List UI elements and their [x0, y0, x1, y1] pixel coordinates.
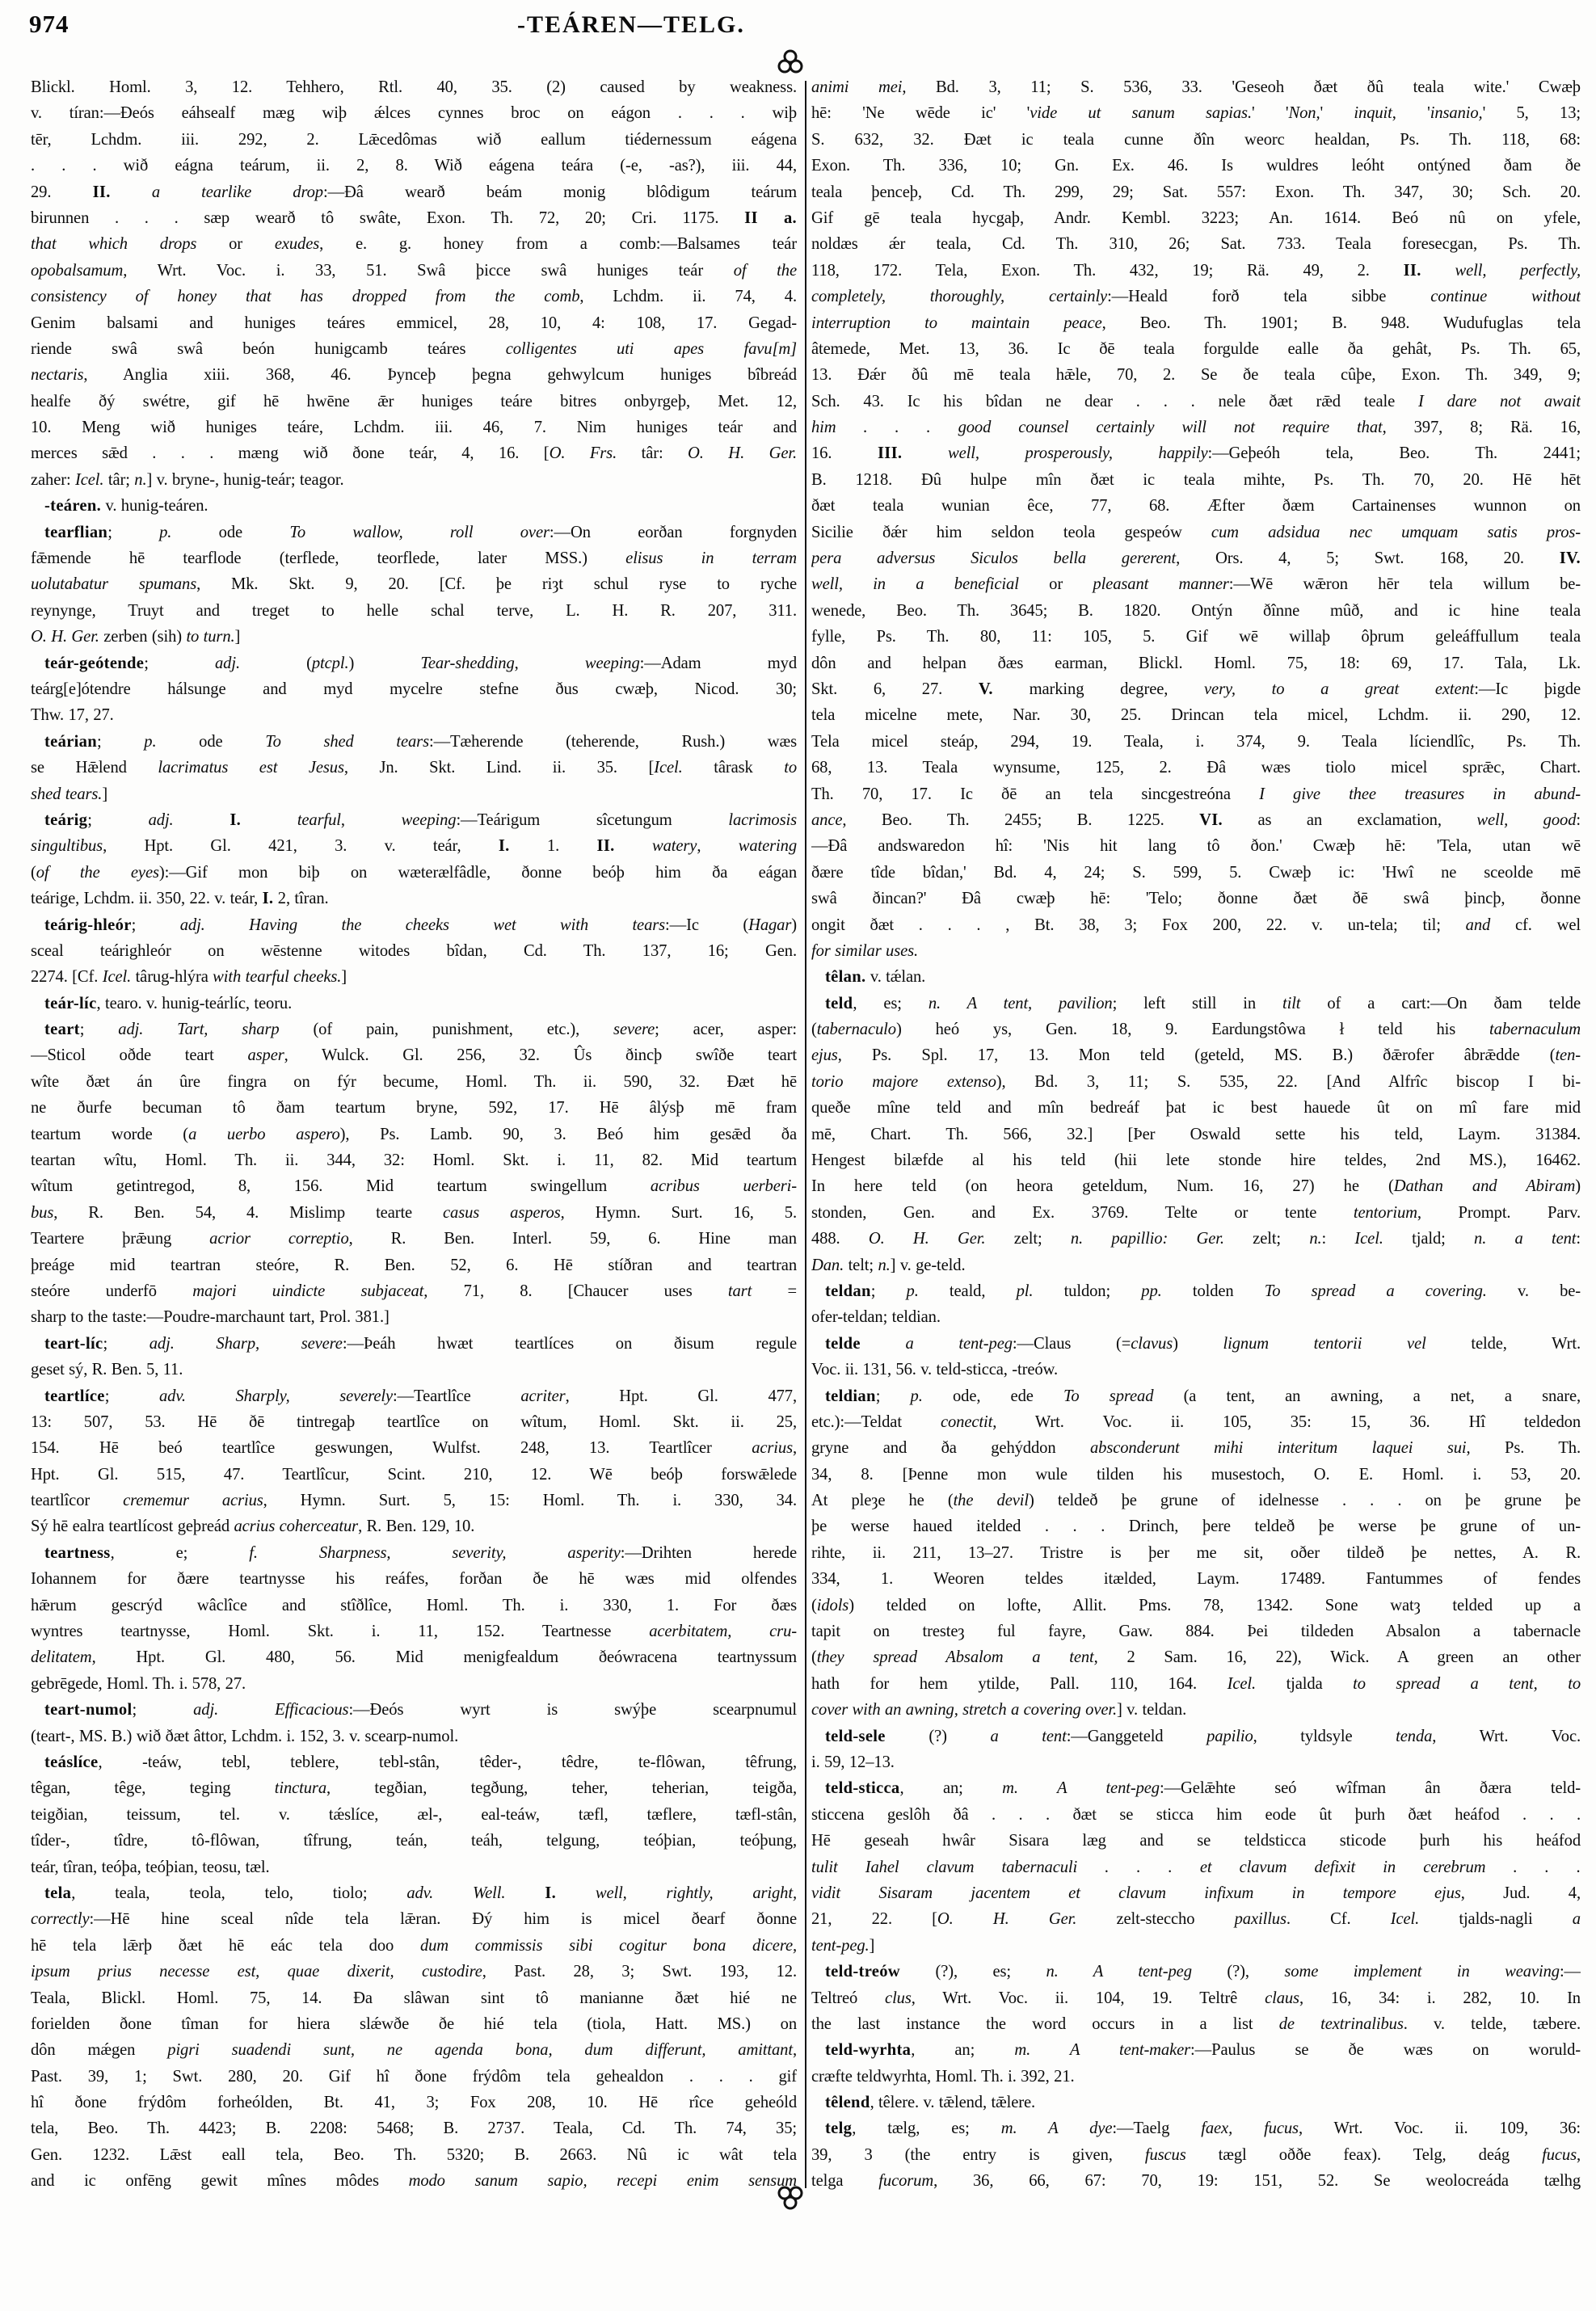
text-line: swâ ðincan?' Ðâ cwæþ hē: 'Telo; ðonne ðæt ðē swâ þincþ, ðonne	[811, 890, 1581, 908]
text-line: sceal teárighleór on wēstenne witodes bîdan, Cd. Th. 137, 16; Gen.	[31, 941, 797, 960]
text-line: rihte, ii. 211, 13–27. Tristre is þer me sit, oðer tildeð þe nettes, A. R.	[811, 1543, 1581, 1562]
text-line: têlend, têlere. v. tǣlend, tǣlere.	[825, 2094, 1036, 2112]
text-line: zaher: Icel. târ; n.] v. bryne-, hunig-teár; teagor.	[31, 470, 344, 489]
text-line: cræfte teldwyrhta, Homl. Th. i. 392, 21.	[811, 2067, 1075, 2086]
text-line: that which drops or exudes, e. g. honey from a comb:—Balsames teár	[31, 235, 797, 254]
text-line: singultibus, Hpt. Gl. 421, 3. v. teár, I. 1. II. watery, watering	[31, 837, 797, 856]
text-line: pera adversus Siculos bella gererent, Ors. 4, 5; Swt. 168, 20. IV.	[811, 549, 1581, 568]
text-line: the last instance the word occurs in a list de textrinalibus. v. telde, tæbere.	[811, 2014, 1581, 2033]
text-line: Skt. 6, 27. V. marking degree, very, to a great extent:—Ic þigde	[811, 680, 1581, 698]
text-line: Th. 70, 17. Ic ðē an tela sincgestreóna I give thee treasures in abund-	[811, 785, 1581, 803]
text-line: teldian; p. ode, ede To spread (a tent, an awning, a net, a snare,	[825, 1387, 1581, 1405]
text-line: riende swâ swâ beón hunigcamb teáres colligentes uti apes favu[m]	[31, 339, 797, 358]
text-line: ance, Beo. Th. 2455; B. 1225. VI. as an exclamation, well, good:	[811, 810, 1581, 829]
text-line: tapit on tresteȝ ful fayre, Gaw. 884. Þei tildeden Absalon a tabernacle	[811, 1623, 1581, 1641]
text-line: teárig-hleór; adj. Having the cheeks wet with tears:—Ic (Hagar)	[44, 916, 797, 934]
text-line: þe werse haued itelded . . . Drinch, þere teldeð þe werse þe grune of un-	[811, 1518, 1581, 1536]
text-line: shed tears.]	[31, 785, 108, 803]
text-line: telga fucorum, 36, 66, 67: 70, 19: 151, 52. Se weolocreáda tælhg	[811, 2172, 1581, 2191]
text-line: teartlíce; adv. Sharply, severely:—Teartlîce acriter, Hpt. Gl. 477,	[44, 1387, 797, 1405]
text-line: O. H. Ger. zerben (sih) to turn.]	[31, 628, 241, 646]
text-line: 21, 22. [O. H. Ger. zelt-steccho paxillus. Cf. Icel. tjalds-nagli a	[811, 1910, 1581, 1929]
text-line: Teala, Blickl. Homl. 75, 14. Ða slâwan sint tô manianne ðæt hié ne	[31, 1989, 797, 2007]
text-line: wîte ðæt án ûre fingra on fýr becume, Homl. Th. ii. 590, 32. Ðæt hē	[31, 1072, 797, 1091]
text-line: Thw. 17, 27.	[31, 706, 114, 725]
text-line: geset sý, R. Ben. 5, 11.	[31, 1361, 183, 1379]
text-line: teár-líc, tearo. v. hunig-teárlíc, teoru.	[44, 994, 293, 1012]
text-line: teld-sticca, an; m. A tent-peg:—Gelǣhte seó wîfman ân ðæra teld-	[825, 1779, 1581, 1798]
text-line: (they spread Absalom a tent, 2 Sam. 16, 22), Wick. A green an other	[811, 1648, 1581, 1667]
text-line: Past. 39, 1; Swt. 280, 20. Gif hî ðone frýdôm tela gehealdon . . . gif	[31, 2067, 797, 2086]
text-line: âtemede, Met. 13, 36. Ic ðē teala forgulde ealle ða gehât, Ps. Th. 65,	[811, 339, 1581, 358]
text-line: ðæt teala wunian êce, 77, 68. Æfter ðæm Cartainenses wunnon on	[811, 497, 1581, 516]
text-line: Blickl. Homl. 3, 12. Tehhero, Rtl. 40, 35. (2) caused by weakness.	[31, 78, 797, 96]
text-line: hē tela lǣrþ ðæt hē eác tela doo dum commissis sibi cogitur bona dicere,	[31, 1936, 797, 1955]
text-line: tela, teala, teola, telo, tiolo; adv. Well. I. well, rightly, aright,	[44, 1884, 797, 1902]
text-line: Hpt. Gl. 515, 47. Teartlîcur, Scint. 210, 12. Wē beóþ forswǣlede	[31, 1465, 797, 1484]
text-line: telg, tælg, es; m. A dye:—Taelg faex, fucus, Wrt. Voc. ii. 109, 36:	[825, 2119, 1581, 2138]
text-line: teár-geótende; adj. (ptcpl.) Tear-shedding, weeping:—Adam myd	[44, 654, 797, 672]
text-line: telde a tent-peg:—Claus (=clavus) lignum tentorii vel telde, Wrt.	[825, 1334, 1581, 1353]
text-line: ðære tîde bîdan,' Bd. 4, 24; S. 599, 5. Cwæþ ic: 'Hwî ne sceolde mē	[811, 863, 1581, 882]
text-line: Hē geseah hwâr Sisara læg and se teldsticca sticode þurh his heáfod	[811, 1832, 1581, 1850]
text-line: hē: 'Ne wēde ic' 'vide ut sanum sapias.' 'Non,' inquit, 'insanio,' 5, 13;	[811, 104, 1581, 123]
running-title: -TEÁREN—TELG.	[517, 11, 745, 38]
text-line: 13. Ðǽr ðû mē teala hǣle, 70, 2. Se ðe teala cûþe, Exon. Th. 349, 9;	[811, 366, 1581, 385]
text-line: wenede, Beo. Th. 3645; B. 1820. Ontýn ðînne mûð, and ic hine teala	[811, 601, 1581, 620]
column-divider-rule	[805, 81, 806, 2188]
text-line: correctly:—Hē hine sceal nîde tela lǣran. Ðý him is micel ðearf ðonne	[31, 1910, 797, 1929]
text-line: —Sticol oðde teart asper, Wulck. Gl. 256, 32. Ûs ðincþ swîðe teart	[31, 1046, 797, 1065]
text-line: teárig; adj. I. tearful, weeping:—Teárigum sîcetungum lacrimosis	[44, 810, 797, 829]
text-line: teartness, e; f. Sharpness, severity, asperity:—Drihten herede	[44, 1543, 797, 1562]
text-line: ipsum prius necesse est, quae dixerit, custodire, Past. 28, 3; Swt. 193, 12.	[31, 1963, 797, 1981]
text-line: forielden ðone tîman for hiera slǽwðe ðe hié tela (tiola, Hatt. MS.) on	[31, 2014, 797, 2033]
text-line: ofer-teldan; teldian.	[811, 1308, 941, 1327]
text-line: vidit Sisaram jacentem et clavum infixum in tempore ejus, Jud. 4,	[811, 1884, 1581, 1902]
text-line: 488. O. H. Ger. zelt; n. papillio: Ger. zelt; n.: Icel. tjald; n. a tent:	[811, 1230, 1581, 1248]
text-line: nectaris, Anglia xiii. 368, 46. Þynceþ þegna gehwylcum huniges bîbreád	[31, 366, 797, 385]
text-line: S. 632, 32. Ðæt ic teala cunne ðîn weorc healdan, Ps. Th. 118, 68:	[811, 130, 1581, 149]
text-line: teáslíce, -teáw, tebl, teblere, tebl-stân, têder-, têdre, te-flôwan, têfrung,	[44, 1753, 797, 1771]
text-line: steóre underfō majori uindicte subjaceat, 71, 8. [Chaucer uses tart =	[31, 1282, 797, 1300]
page-number: 974	[29, 10, 69, 38]
text-line: teárige, Lchdm. ii. 350, 22. v. teár, I. 2, tîran.	[31, 890, 329, 908]
text-line: Teartere þrǣung acrior correptio, R. Ben. Interl. 59, 6. Hine man	[31, 1230, 797, 1248]
text-line: dôn mǽgen pigri suadendi sunt, ne agenda bona, dum differunt, amittant,	[31, 2041, 797, 2060]
text-line: gebrēgede, Homl. Th. i. 578, 27.	[31, 1674, 246, 1693]
text-line: consistency of honey that has dropped from the comb, Lchdm. ii. 74, 4.	[31, 288, 797, 306]
text-line: Sicilie ðǽr him seldon teola gespeów cum adsidua nec umquam satis pros-	[811, 523, 1581, 541]
text-line: (of the eyes):—Gif mon biþ on wæterælfâdle, ðonne beóþ him ða eágan	[31, 863, 797, 882]
text-line: teart-líc; adj. Sharp, severe:—Þeáh hwæt teartlíces on ðisum regule	[44, 1334, 797, 1353]
text-line: Dan. telt; n.] v. ge-teld.	[811, 1256, 966, 1274]
text-line: healfe ðý swétre, gif hē hwēne ǣr huniges teáre bitres onbyrgeþ, Met. 12,	[31, 392, 797, 410]
text-line: and ic onfēng gewit mînes môdes modo sanum sapio, recepi enim sensum	[31, 2172, 797, 2191]
text-line: Sý hē ealra teartlícost geþreád acrius coherceatur, R. Ben. 129, 10.	[31, 1518, 475, 1536]
text-line: torio majore extenso), Bd. 3, 11; S. 535, 22. [And Alfrîc biscop I bi-	[811, 1072, 1581, 1091]
text-line: ne ðurfe becuman tô ðam teartum bryne, 592, 17. Hē âlýsþ mē fram	[31, 1099, 797, 1118]
text-line: teart; adj. Tart, sharp (of pain, punishment, etc.), severe; acer, asper:	[44, 1021, 797, 1039]
text-line: 39, 3 (the entry is given, fuscus tægl oððe feax). Telg, deág fucus,	[811, 2145, 1581, 2164]
text-line: teárg[e]ótendre hálsunge and myd mycelre stefne ðus cwæþ, Nicod. 30;	[31, 680, 797, 698]
text-line: At pleȝe he (the devil) teldeð þe grune of idelnesse . . . on þe grune þe	[811, 1492, 1581, 1510]
text-line: teld-sele (?) a tent:—Ganggeteld papilio, tyldsyle tenda, Wrt. Voc.	[825, 1727, 1581, 1745]
text-line: þreáge mid teartran steóre, R. Ben. 52, 6. Hē stíðran and teartran	[31, 1256, 797, 1274]
text-line: i. 59, 12–13.	[811, 1753, 895, 1771]
text-line: wyntres teartnysse, Homl. Skt. i. 11, 152. Teartnesse acerbitatem, cru-	[31, 1623, 797, 1641]
text-line: 2274. [Cf. Icel. târug-hlýra with tearful cheeks.]	[31, 968, 347, 987]
text-line: animi mei, Bd. 3, 11; S. 536, 33. 'Geseoh ðæt ðû teala wite.' Cwæþ	[811, 78, 1581, 96]
text-line: uolutabatur spumans, Mk. Skt. 9, 20. [Cf. þe riȝt schul ryse to ryche	[31, 575, 797, 594]
text-line: noldæs ǽr teala, Cd. Th. 310, 26; Sat. 733. Teala foresecgan, Ps. Th.	[811, 235, 1581, 254]
text-line: Genim balsami and huniges teáres emmicel, 28, 10, 4: 108, 17. Gegad-	[31, 314, 797, 332]
text-line: bus, R. Ben. 54, 4. Mislimp tearte casus asperos, Hymn. Surt. 16, 5.	[31, 1203, 797, 1222]
text-line: teala þenceþ, Cd. Th. 299, 29; Sat. 557: Exon. Th. 347, 30; Sch. 20.	[811, 183, 1581, 201]
text-line: stonden, Gen. and Ex. 3769. Telte or tente tentorium, Prompt. Parv.	[811, 1203, 1581, 1222]
text-line: (teart-, MS. B.) wið ðæt âttor, Lchdm. i. 152, 3. v. scearp-numol.	[31, 1727, 459, 1745]
text-line: teigðian, teissum, tel. v. tǽslíce, æl-, eal-teáw, tæfl, tæflere, tæfl-stân,	[31, 1805, 797, 1824]
text-line: for similar uses.	[811, 941, 919, 960]
text-line: Tela micel steáp, 294, 19. Teala, i. 374, 9. Teala líciendlîc, Ps. Th.	[811, 732, 1581, 751]
text-line: teár, tîran, teóþa, teóþian, teosu, tæl.	[31, 1858, 270, 1876]
text-line: sticcena geslôh ðâ . . . ðæt se sticca him eode ût þurh ðæt heáfod . . .	[811, 1805, 1581, 1824]
text-line: wîtum getintregod, 8, 156. Mid teartum swingellum acribus uerberi-	[31, 1177, 797, 1196]
text-line: tela, Beo. Th. 4423; B. 2208: 5468; B. 2737. Teala, Cd. Th. 74, 35;	[31, 2119, 797, 2138]
text-line: 13: 507, 53. Hē ðē tintregaþ teartlîce on wîtum, Homl. Skt. ii. 25,	[31, 1412, 797, 1431]
text-line: (idols) telded on lofte, Allit. Pms. 78, 1342. Sone watȝ telded up a	[811, 1596, 1581, 1614]
text-line: -teáren. v. hunig-teáren.	[44, 497, 208, 516]
text-line: him . . . good counsel certainly will not require that, 397, 8; Rä. 16,	[811, 419, 1581, 437]
text-line: B. 1218. Ðû hulpe mîn ðæt ic teala mihte, Ps. Th. 70, 20. Hē hēt	[811, 470, 1581, 489]
text-line: Exon. Th. 336, 10; Gn. Ex. 46. Is wuldres leóht ontýned ðam ðe	[811, 157, 1581, 175]
text-line: teldan; p. teald, pl. tuldon; pp. tolden To spread a covering. v. be-	[825, 1282, 1581, 1300]
text-line: sharp to the taste:—Poudre-marchaunt tart, Prol. 381.]	[31, 1308, 390, 1327]
text-line: 118, 172. Tela, Exon. Th. 432, 19; Rä. 49, 2. II. well, perfectly,	[811, 261, 1581, 280]
text-line: 334, 1. Weoren teldes itælded, Laym. 17489. Fantummes of fendes	[811, 1570, 1581, 1589]
text-line: teartlîcor crememur acrius, Hymn. Surt. 5, 15: Homl. Th. i. 330, 34.	[31, 1492, 797, 1510]
text-line: 154. Hē beó teartlîce geswungen, Wulfst. 248, 13. Teartlîcer acrius,	[31, 1439, 797, 1458]
text-line: Sch. 43. Ic his bîdan ne dear . . . nele ðæt rǣd teale I dare not await	[811, 392, 1581, 410]
text-line: cover with an awning, stretch a covering over.] v. teldan.	[811, 1701, 1187, 1720]
text-line: interruption to maintain peace, Beo. Th. 1901; B. 948. Wudufuglas tela	[811, 314, 1581, 332]
text-line: hath for hem ytilde, Pall. 110, 164. Icel. tjalda to spread a tent, to	[811, 1674, 1581, 1693]
text-line: têgan, têge, teging tinctura, tegðian, tegðung, teher, teherian, teigða,	[31, 1779, 797, 1798]
text-line: dôn and helpan ðæs earman, Blickl. Homl. 75, 18: 69, 17. Tala, Lk.	[811, 654, 1581, 672]
text-line: fylle, Ps. Th. 80, 11: 105, 5. Gif wē willaþ ôþrum geleáffullum teala	[811, 628, 1581, 646]
text-line: teld-wyrhta, an; m. A tent-maker:—Paulus se ðe wæs on woruld-	[825, 2041, 1581, 2060]
text-line: têlan. v. tǽlan.	[825, 968, 926, 987]
text-line: teld, es; n. A tent, pavilion; left still in tilt of a cart:—On ðam telde	[825, 994, 1581, 1012]
text-line: v. tíran:—Ðeós eáhsealf mæg wiþ ǽlces cynnes broc on eágon . . . wiþ	[31, 104, 797, 123]
text-line: Voc. ii. 131, 56. v. teld-sticca, -treów.	[811, 1361, 1058, 1379]
text-line: tîder-, tîdre, tô-flôwan, tîfrung, teán, teáh, telgung, teóþian, teóþung,	[31, 1832, 797, 1850]
text-line: delitatem, Hpt. Gl. 480, 56. Mid menigfealdum ðeówracena teartnyssum	[31, 1648, 797, 1667]
text-line: tela micelne mete, Nar. 30, 25. Drincan tela micel, Lchdm. ii. 290, 12.	[811, 706, 1581, 725]
text-line: well, in a beneficial or pleasant manner:—Wē wǣron hēr tela willum be-	[811, 575, 1581, 594]
text-line: Gif gē teala hycgaþ, Andr. Kembl. 3223; An. 1614. Beó nû on yfele,	[811, 208, 1581, 227]
text-line: ejus, Ps. Spl. 17, 13. Mon teld (geteld, MS. B.) ðǣrofer âbrǣdde (ten-	[811, 1046, 1581, 1065]
text-line: mē, Chart. Th. 566, 32.] [Þer Oswald sette his teld, Laym. 31384.	[811, 1125, 1581, 1143]
text-line: hî ðone frýdôm forheólden, Bt. 41, 3; Fox 208, 10. Hē rîce geheóld	[31, 2094, 797, 2112]
text-line: . . . wið eágna teárum, ii. 2, 8. Wið eágena teára (-e, -as?), iii. 44,	[31, 157, 797, 175]
text-line: In here teld (on heora geteldum, Num. 16, 27) he (Dathan and Abiram)	[811, 1177, 1581, 1196]
text-line: teld-treów (?), es; n. A tent-peg (?), some implement in weaving:—	[825, 1963, 1581, 1981]
text-line: birunnen . . . sæp wearð tô swâte, Exon. Th. 72, 20; Cri. 1175. II a.	[31, 208, 797, 227]
text-line: 29. II. a tearlike drop:—Ðâ wearð beám monig blôdigum teárum	[31, 183, 797, 201]
text-line: (tabernaculo) heó ys, Gen. 18, 9. Eardungstôwa ł teld his tabernaculum	[811, 1021, 1581, 1039]
text-line: tearflian; p. ode To wallow, roll over:—On eorðan forgnyden	[44, 523, 797, 541]
text-line: gryne and ða gehýddon absconderunt mihi interitum laquei sui, Ps. Th.	[811, 1439, 1581, 1458]
text-line: tent-peg.]	[811, 1936, 875, 1955]
text-line: queðe mîne teld and mîn bedreáf þat ic best hauede ût on mî fare mid	[811, 1099, 1581, 1118]
text-column-left	[31, 74, 797, 2195]
text-line: etc.):—Teldat conectit, Wrt. Voc. ii. 105, 35: 15, 36. Hî teldedon	[811, 1412, 1581, 1431]
text-column-right	[811, 74, 1581, 2195]
text-line: Gen. 1232. Lǣst eall tela, Beo. Th. 5320; B. 2663. Nû ic wât tela	[31, 2145, 797, 2164]
text-line: 68, 13. Teala wynsume, 125, 2. Ðâ wæs tiolo micel sprǣc, Chart.	[811, 759, 1581, 777]
text-line: hǣrum gescrýd wâclîce and stîðlîce, Homl. Th. i. 330, 1. For ðæs	[31, 1596, 797, 1614]
text-line: teárian; p. ode To shed tears:—Tæherende (teherende, Rush.) wæs	[44, 732, 797, 751]
text-line: fǣmende hē tearflode (terflede, teorflede, later MSS.) elisus in terram	[31, 549, 797, 568]
text-line: teartan wîtu, Homl. Th. ii. 344, 32: Homl. Skt. i. 11, 82. Mid teartum	[31, 1151, 797, 1170]
text-line: teartum worde (a uerbo aspero), Ps. Lamb. 90, 3. Beó him gesǣd ða	[31, 1125, 797, 1143]
text-line: tēr, Lchdm. iii. 292, 2. Lǣcedômas wið eallum tiédernessum eágena	[31, 130, 797, 149]
text-line: tulit Iahel clavum tabernaculi . . . et clavum defixit in cerebrum . . .	[811, 1858, 1581, 1876]
text-line: Teltreó clus, Wrt. Voc. ii. 104, 19. Teltrê claus, 16, 34: i. 282, 10. In	[811, 1989, 1581, 2007]
text-line: 16. III. well, prosperously, happily:—Geþeóh tela, Beo. Th. 2441;	[811, 444, 1581, 463]
text-line: —Ðâ andswaredon hî: 'Nis hit lang tô ðon.' Cwæþ hē: 'Tela, utan wē	[811, 837, 1581, 856]
text-line: 10. Meng wið huniges teáre, Lchdm. iii. 46, 7. Nim huniges teár and	[31, 419, 797, 437]
text-line: Iohannem for ðære teartnysse his reáfes, forðan ðe hē wæs mid olfendes	[31, 1570, 797, 1589]
text-line: se Hǣlend lacrimatus est Jesus, Jn. Skt. Lind. ii. 35. [Icel. târask to	[31, 759, 797, 777]
text-line: Hengest bilæfde al his teld (hii lete stonde hire teldes, 2nd MS.), 16462.	[811, 1151, 1581, 1170]
text-line: 34, 8. [Þenne mon wule tilden his musestoch, O. E. Homl. i. 53, 20.	[811, 1465, 1581, 1484]
text-line: ongit ðæt . . . , Bt. 38, 3; Fox 200, 22. v. un-tela; til; and cf. wel	[811, 916, 1581, 934]
text-line: opobalsamum, Wrt. Voc. i. 33, 51. Swâ þicce swâ huniges teár of the	[31, 261, 797, 280]
text-line: teart-numol; adj. Efficacious:—Ðeós wyrt is swýþe scearpnumul	[44, 1701, 797, 1720]
text-line: merces sǣd . . . mæng wið ðone teár, 4, 16. [O. Frs. târ: O. H. Ger.	[31, 444, 797, 463]
text-line: reynynge, Truyt and treget to helle schal terve, L. H. R. 207, 311.	[31, 601, 797, 620]
text-line: completely, thoroughly, certainly:—Heald forð tela sibbe continue without	[811, 288, 1581, 306]
